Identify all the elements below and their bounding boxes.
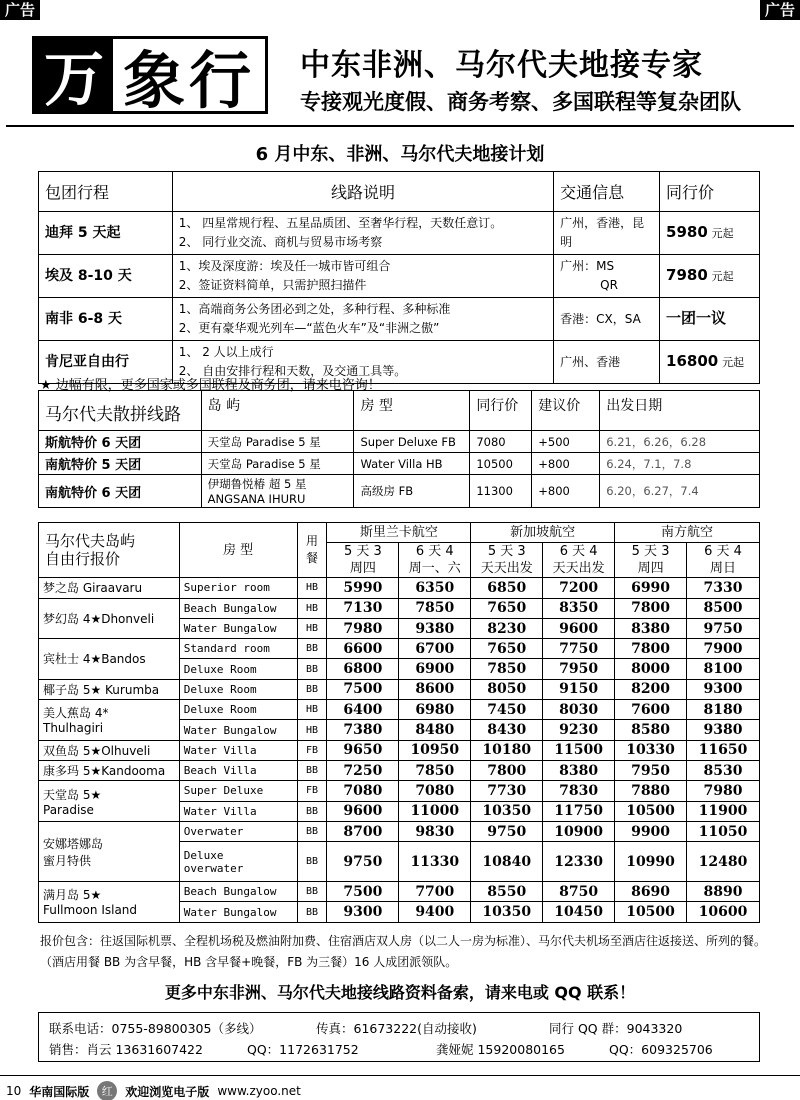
table-row	[39, 212, 760, 255]
tour-price: 一团一议	[660, 298, 760, 341]
room-type: Deluxe Room	[179, 679, 297, 699]
price-cell: 9750	[687, 618, 760, 638]
free-travel-table	[38, 522, 760, 923]
price-cell: 8180	[687, 700, 760, 720]
price-cell: 8890	[687, 882, 760, 902]
table-row	[39, 781, 760, 801]
group-route-table	[38, 390, 760, 508]
ad-tag-left: 广告	[0, 0, 40, 20]
room-type: Water Villa	[179, 801, 297, 821]
meal-plan: BB	[297, 659, 327, 679]
price-cell: 7080	[327, 781, 399, 801]
page-number: 10	[6, 1084, 22, 1098]
route-name: 南航特价 6 天团	[39, 475, 202, 508]
tour-transport: 广州、香港	[554, 341, 660, 384]
price-cell: 9750	[471, 821, 543, 841]
col-header-suggest: 建议价	[532, 391, 600, 431]
contact-phone: 联系电话：0755-89800305（多线）	[49, 1021, 262, 1036]
price-cell: 7800	[471, 760, 543, 780]
price-cell: 8030	[543, 700, 615, 720]
price-cell: 8050	[471, 679, 543, 699]
price-cell: 10900	[543, 821, 615, 841]
route-dates: 6.21，6.26，6.28	[600, 431, 760, 453]
room-type: Superior room	[179, 578, 297, 598]
price-cell: 8380	[615, 618, 687, 638]
footer-url[interactable]: www.zyoo.net	[217, 1084, 301, 1098]
tour-transport: 广州，香港，昆明	[554, 212, 660, 255]
price-cell: 6700	[399, 639, 471, 659]
island-name: 天堂岛 5★ Paradise	[39, 781, 180, 822]
route-dates: 6.20，6.27，7.4	[600, 475, 760, 508]
table-row	[39, 821, 760, 841]
contact-call-to-action: 更多中东非洲、马尔代夫地接线路资料备索，请来电或 QQ 联系！	[164, 983, 636, 1002]
more-countries-note: ★ 边幅有限，更多国家或多国联程及商务团，请来电咨询！	[40, 378, 381, 393]
meal-plan: BB	[297, 639, 327, 659]
route-price: 10500	[470, 453, 532, 475]
room-type: Standard room	[179, 639, 297, 659]
route-island: 天堂岛 Paradise 5 星	[201, 431, 354, 453]
col-subheader: 6 天 4 天天出发	[543, 543, 615, 578]
tour-price: 7980 元起	[660, 255, 760, 298]
route-price: 11300	[470, 475, 532, 508]
island-name: 椰子岛 5★ Kurumba	[39, 679, 180, 699]
page-footer	[6, 1081, 301, 1100]
free-table-body	[39, 578, 760, 922]
price-cell: 10350	[471, 902, 543, 922]
contact-box	[38, 1012, 760, 1062]
tour-name: 南非 6-8 天	[39, 298, 173, 341]
tour-desc: 1、高端商务公务团必到之处，多种行程、多种标准 2、更有豪华观光列车—“蓝色火车”及“非洲之傲”	[172, 298, 553, 341]
price-cell: 6350	[399, 578, 471, 598]
col-header-meal: 用餐	[297, 523, 327, 578]
footer-welcome: 欢迎浏览电子版	[125, 1084, 210, 1099]
price-cell: 6990	[615, 578, 687, 598]
tour-desc: 1、 四星常规行程、五星品质团、至奢华行程，天数任意订。 2、 同行业交流、商机与贸易市场考察	[172, 212, 553, 255]
table-row	[39, 255, 760, 298]
price-cell: 9300	[327, 902, 399, 922]
island-name: 安娜塔娜岛 蜜月特供	[39, 821, 180, 881]
price-cell: 9750	[327, 842, 399, 882]
col-header-route: 线路说明	[172, 172, 553, 212]
price-cell: 8000	[615, 659, 687, 679]
header-divider	[6, 125, 794, 127]
price-cell: 7980	[687, 781, 760, 801]
price-cell: 9830	[399, 821, 471, 841]
price-cell: 10500	[615, 801, 687, 821]
price-cell: 10330	[615, 740, 687, 760]
company-logo	[32, 36, 268, 117]
price-cell: 11750	[543, 801, 615, 821]
meal-plan: FB	[297, 781, 327, 801]
island-name: 双鱼岛 5★Olhuveli	[39, 740, 180, 760]
col-subheader: 5 天 3 天天出发	[471, 543, 543, 578]
contact-qq-1: QQ：1172631752	[247, 1042, 359, 1057]
price-cell: 9400	[399, 902, 471, 922]
room-type: Water Villa	[179, 740, 297, 760]
price-cell: 10840	[471, 842, 543, 882]
room-type: Beach Bungalow	[179, 882, 297, 902]
room-type: Deluxe Room	[179, 659, 297, 679]
room-type: Water Bungalow	[179, 720, 297, 740]
edition-name: 华南国际版	[29, 1084, 90, 1099]
table-row	[39, 598, 760, 618]
price-cell: 8100	[687, 659, 760, 679]
route-dates: 6.24，7.1，7.8	[600, 453, 760, 475]
price-cell: 7330	[687, 578, 760, 598]
island-name: 满月岛 5★ Fullmoon Island	[39, 882, 180, 923]
free-table-title: 马尔代夫岛屿 自由行报价	[39, 523, 180, 578]
meal-plan: HB	[297, 578, 327, 598]
table-row	[39, 740, 760, 760]
table-row	[39, 578, 760, 598]
contact-fax: 传真：61673222(自动接收)	[316, 1021, 477, 1036]
logo-char-black: 万	[35, 39, 113, 111]
price-cell: 7250	[327, 760, 399, 780]
tour-price: 5980 元起	[660, 212, 760, 255]
price-cell: 12330	[543, 842, 615, 882]
meal-plan: BB	[297, 679, 327, 699]
airline-srilankan: 斯里兰卡航空	[327, 523, 471, 543]
price-cell: 8350	[543, 598, 615, 618]
price-cell: 8380	[543, 760, 615, 780]
price-cell: 7750	[543, 639, 615, 659]
tour-name: 肯尼亚自由行	[39, 341, 173, 384]
tour-name: 迪拜 5 天起	[39, 212, 173, 255]
price-cell: 8700	[327, 821, 399, 841]
price-cell: 12480	[687, 842, 760, 882]
col-subheader: 6 天 4 周一、六	[399, 543, 471, 578]
route-suggest: +800	[532, 475, 600, 508]
logo-chars: 象行	[122, 43, 255, 117]
price-cell: 7900	[687, 639, 760, 659]
header-subtitle: 专接观光度假、商务考察、多国联程等复杂团队	[300, 90, 741, 114]
tour-desc: 1、埃及深度游：埃及任一城市皆可组合 2、签证资料简单，只需护照扫描件	[172, 255, 553, 298]
island-name: 美人蕉岛 4* Thulhagiri	[39, 700, 180, 741]
table-row	[39, 431, 760, 453]
price-cell: 7600	[615, 700, 687, 720]
price-cell: 11000	[399, 801, 471, 821]
meal-plan: BB	[297, 842, 327, 882]
price-cell: 6980	[399, 700, 471, 720]
price-cell: 8530	[687, 760, 760, 780]
contact-sales-2: 龚娅妮 15920080165	[436, 1042, 565, 1057]
tour-table	[38, 171, 760, 384]
price-cell: 8500	[687, 598, 760, 618]
price-cell: 9380	[687, 720, 760, 740]
tour-transport: 香港：CX，SA	[554, 298, 660, 341]
price-cell: 10180	[471, 740, 543, 760]
price-cell: 11050	[687, 821, 760, 841]
airline-china-southern: 南方航空	[615, 523, 760, 543]
price-cell: 7700	[399, 882, 471, 902]
price-includes-note: 报价包含：往返国际机票、全程机场税及燃油附加费、住宿酒店双人房（以二人一房为标准）、马尔代夫机场至酒店往返接送、所列的餐。（酒店用餐 BB 为含早餐，HB 含早餐+晚餐，FB 为三餐）16 人成团派领队。	[40, 934, 767, 969]
meal-plan: BB	[297, 902, 327, 922]
col-header-island: 岛 屿	[201, 391, 354, 431]
price-cell: 6400	[327, 700, 399, 720]
price-cell: 7950	[615, 760, 687, 780]
price-cell: 6600	[327, 639, 399, 659]
col-header-room: 房 型	[354, 391, 470, 431]
price-cell: 10990	[615, 842, 687, 882]
island-name: 康多玛 5★Kandooma	[39, 760, 180, 780]
price-cell: 10450	[543, 902, 615, 922]
island-name: 梦幻岛 4★Dhonveli	[39, 598, 180, 639]
col-subheader: 6 天 4 周日	[687, 543, 760, 578]
room-type: Beach Villa	[179, 760, 297, 780]
route-island: 伊瑚鲁悦椿 超 5 星 ANGSANA IHURU	[201, 475, 354, 508]
route-name: 南航特价 5 天团	[39, 453, 202, 475]
plan-title: 6 月中东、非洲、马尔代夫地接计划	[255, 144, 545, 165]
route-island: 天堂岛 Paradise 5 星	[201, 453, 354, 475]
table-row	[39, 298, 760, 341]
price-cell: 10500	[615, 902, 687, 922]
price-cell: 9150	[543, 679, 615, 699]
price-cell: 9900	[615, 821, 687, 841]
table-row	[39, 882, 760, 902]
col-header-tour: 包团行程	[39, 172, 173, 212]
meal-plan: BB	[297, 821, 327, 841]
room-type: Super Deluxe	[179, 781, 297, 801]
price-cell: 9650	[327, 740, 399, 760]
price-cell: 6800	[327, 659, 399, 679]
room-type: Deluxe Room	[179, 700, 297, 720]
free-table-header-1	[39, 523, 760, 543]
price-cell: 8480	[399, 720, 471, 740]
tour-name: 埃及 8-10 天	[39, 255, 173, 298]
price-cell: 7380	[327, 720, 399, 740]
room-type: Beach Bungalow	[179, 598, 297, 618]
tour-desc: 1、 2 人以上成行 2、 自由安排行程和天数，及交通工具等。	[172, 341, 553, 384]
price-cell: 7850	[399, 598, 471, 618]
col-header-dates: 出发日期	[600, 391, 760, 431]
meal-plan: HB	[297, 618, 327, 638]
edition-badge-icon: 红	[97, 1081, 117, 1100]
contact-qq-group: 同行 QQ 群：9043320	[549, 1021, 683, 1036]
route-price: 7080	[470, 431, 532, 453]
price-cell: 7500	[327, 679, 399, 699]
island-name: 梦之岛 Giraavaru	[39, 578, 180, 598]
meal-plan: HB	[297, 700, 327, 720]
price-cell: 7800	[615, 639, 687, 659]
meal-plan: BB	[297, 760, 327, 780]
price-cell: 8750	[543, 882, 615, 902]
price-cell: 7200	[543, 578, 615, 598]
header-title: 中东非洲、马尔代夫地接专家	[300, 48, 703, 83]
price-cell: 8230	[471, 618, 543, 638]
price-cell: 7980	[327, 618, 399, 638]
col-subheader: 5 天 3 周四	[615, 543, 687, 578]
col-header-room: 房 型	[179, 523, 297, 578]
col-subheader: 5 天 3 周四	[327, 543, 399, 578]
price-cell: 11650	[687, 740, 760, 760]
price-cell: 11500	[543, 740, 615, 760]
col-header-transport: 交通信息	[554, 172, 660, 212]
table-row	[39, 679, 760, 699]
price-cell: 9380	[399, 618, 471, 638]
price-cell: 8550	[471, 882, 543, 902]
price-cell: 8430	[471, 720, 543, 740]
price-cell: 6900	[399, 659, 471, 679]
price-cell: 8600	[399, 679, 471, 699]
tour-transport: 广州：MS QR	[554, 255, 660, 298]
col-header-price: 同行价	[470, 391, 532, 431]
meal-plan: BB	[297, 801, 327, 821]
route-suggest: +800	[532, 453, 600, 475]
contact-sales-1: 销售：肖云 13631607422	[49, 1042, 203, 1057]
route-suggest: +500	[532, 431, 600, 453]
price-cell: 8690	[615, 882, 687, 902]
price-cell: 7850	[471, 659, 543, 679]
contact-qq-2: QQ：609325706	[609, 1042, 713, 1057]
room-type: Overwater	[179, 821, 297, 841]
price-cell: 7880	[615, 781, 687, 801]
group-title: 马尔代夫散拼线路	[39, 391, 202, 431]
col-header-price: 同行价	[660, 172, 760, 212]
table-row	[39, 453, 760, 475]
meal-plan: BB	[297, 882, 327, 902]
price-cell: 10350	[471, 801, 543, 821]
group-table-header	[39, 391, 760, 431]
price-cell: 5990	[327, 578, 399, 598]
price-cell: 7730	[471, 781, 543, 801]
price-cell: 7080	[399, 781, 471, 801]
price-cell: 9600	[543, 618, 615, 638]
price-cell: 8580	[615, 720, 687, 740]
tour-price: 16800 元起	[660, 341, 760, 384]
route-room: Super Deluxe FB	[354, 431, 470, 453]
price-cell: 11330	[399, 842, 471, 882]
table-row	[39, 700, 760, 720]
price-cell: 7950	[543, 659, 615, 679]
meal-plan: FB	[297, 740, 327, 760]
island-name: 宾杜士 4★Bandos	[39, 639, 180, 680]
table-row	[39, 475, 760, 508]
price-cell: 9230	[543, 720, 615, 740]
price-cell: 7650	[471, 639, 543, 659]
price-cell: 10600	[687, 902, 760, 922]
route-room: Water Villa HB	[354, 453, 470, 475]
ad-tag-right: 广告	[760, 0, 800, 20]
price-cell: 7450	[471, 700, 543, 720]
route-room: 高级房 FB	[354, 475, 470, 508]
room-type: Deluxe overwater	[179, 842, 297, 882]
table-row	[39, 760, 760, 780]
airline-singapore: 新加坡航空	[471, 523, 615, 543]
price-cell: 7800	[615, 598, 687, 618]
price-cell: 7650	[471, 598, 543, 618]
price-cell: 10950	[399, 740, 471, 760]
table-row	[39, 639, 760, 659]
price-cell: 9600	[327, 801, 399, 821]
price-cell: 9300	[687, 679, 760, 699]
footer-divider	[0, 1075, 800, 1076]
price-cell: 7500	[327, 882, 399, 902]
price-cell: 6850	[471, 578, 543, 598]
price-cell: 8200	[615, 679, 687, 699]
price-cell: 7130	[327, 598, 399, 618]
route-name: 斯航特价 6 天团	[39, 431, 202, 453]
room-type: Water Bungalow	[179, 618, 297, 638]
room-type: Water Bungalow	[179, 902, 297, 922]
meal-plan: HB	[297, 720, 327, 740]
tour-table-header	[39, 172, 760, 212]
price-cell: 7830	[543, 781, 615, 801]
price-cell: 11900	[687, 801, 760, 821]
price-cell: 7850	[399, 760, 471, 780]
meal-plan: HB	[297, 598, 327, 618]
